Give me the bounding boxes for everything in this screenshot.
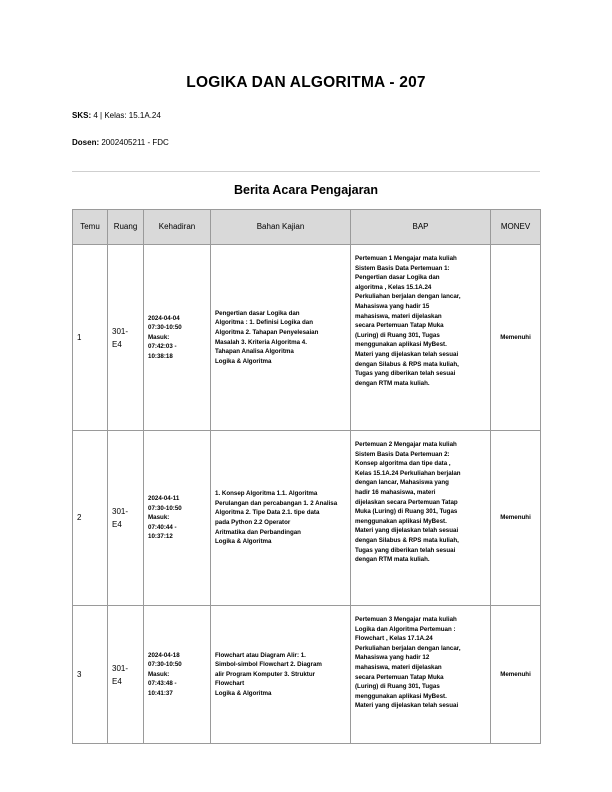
cell-kehadiran-line: 07:43:48 - (148, 680, 177, 688)
cell-bap-line: Tugas yang diberikan telah sesuai (355, 370, 456, 378)
cell-bap-line: Kelas 15.1A.24 Perkuliahan berjalan (355, 469, 461, 477)
cell-kehadiran-line: Masuk: (148, 670, 170, 678)
dosen-value: 2002405211 - FDC (101, 138, 169, 147)
cell-bahan-kajian-line: Masalah 3. Kriteria Algoritma 4. (215, 338, 307, 346)
cell-kehadiran-line: 10:38:18 (148, 352, 173, 360)
cell-bap-line: Perkuliahan berjalan dengan lancar, (355, 644, 461, 652)
cell-bap-line: menggunakan aplikasi MyBest. (355, 692, 447, 700)
table-row (73, 431, 541, 606)
cell-bap (351, 606, 491, 744)
cell-ruang (108, 431, 144, 606)
cell-bahan-kajian-line: pada Python 2.2 Operator (215, 519, 291, 526)
cell-kehadiran-line: 2024-04-11 (148, 495, 180, 503)
berita-acara-table (72, 209, 541, 744)
cell-ruang (108, 606, 144, 744)
cell-bap-line: (Luring) di Ruang 301, Tugas (355, 683, 440, 691)
header-monev: MONEV (491, 210, 541, 245)
cell-bap-line: hadir 16 mahasiswa, materi (355, 488, 436, 496)
cell-ruang-line: E4 (112, 339, 122, 349)
header-temu: Temu (73, 210, 108, 245)
cell-bap-line: mahasiswa, materi dijelaskan (355, 312, 442, 320)
cell-kehadiran-line: 07:30-10:50 (148, 661, 182, 669)
cell-bap-line: menggunakan aplikasi MyBest. (355, 341, 447, 349)
cell-bahan-kajian-line: Algoritma 2. Tipe Data 2.1. tipe data (215, 509, 320, 517)
header-kehadiran: Kehadiran (144, 210, 211, 245)
cell-bap-line: Muka (Luring) di Ruang 301, Tugas (355, 508, 458, 516)
cell-bap-line: Mahasiswa yang hadir 15 (355, 302, 430, 310)
cell-bap-line: dengan lancar, Mahasiswa yang (355, 479, 449, 487)
cell-monev: Memenuhi (491, 245, 541, 431)
cell-bahan-kajian-line: Algoritma 2. Tahapan Penyelesaian (215, 328, 319, 336)
cell-kehadiran-line: Masuk: (148, 514, 170, 522)
cell-bap-line: dengan RTM mata kuliah. (355, 556, 430, 564)
cell-kehadiran-line: 07:30-10:50 (148, 324, 182, 332)
cell-bap-line: Perkuliahan berjalan dengan lancar, (355, 293, 461, 301)
dosen-info (72, 138, 169, 147)
cell-kehadiran-line: 10:41:37 (148, 689, 173, 697)
cell-bap-line: dengan RTM mata kuliah. (355, 379, 430, 387)
cell-kehadiran (144, 606, 211, 744)
cell-ruang-line: 301- (112, 507, 129, 516)
cell-bap-line: dijelaskan secara Pertemuan Tatap (355, 498, 458, 506)
table-header-row (73, 210, 541, 245)
cell-bap-line: Pertemuan 3 Mengajar mata kuliah (355, 616, 457, 623)
table-row (73, 606, 541, 744)
dosen-label: Dosen: (72, 138, 100, 147)
cell-bahan-kajian-line: Logika & Algoritma (215, 538, 272, 546)
cell-ruang-line: 301- (112, 663, 129, 673)
cell-bap-line: Sistem Basis Data Pertemuan 2: (355, 450, 450, 458)
cell-temu: 3 (73, 606, 108, 744)
cell-kehadiran-line: 2024-04-18 (148, 651, 180, 659)
header-ruang: Ruang (108, 210, 144, 245)
cell-bap-line: Materi yang dijelaskan telah sesuai (355, 702, 459, 710)
cell-temu: 1 (73, 245, 108, 431)
cell-bahan-kajian-line: Flowchart (215, 680, 245, 688)
cell-ruang-line: 301- (112, 326, 129, 336)
cell-bahan-kajian-line: Pengertian dasar Logika dan (215, 309, 300, 317)
cell-ruang-line: E4 (112, 520, 122, 529)
cell-bahan-kajian-line: Tahapan Analisa Algoritma (215, 348, 294, 356)
cell-bap-line: menggunakan aplikasi MyBest. (355, 517, 447, 525)
cell-bahan-kajian-line: Perulangan dan percabangan 1. 2 Analisa (215, 499, 338, 507)
cell-bap-line: Mahasiswa yang hadir 12 (355, 654, 430, 662)
cell-bahan-kajian-line: Flowchart atau Diagram Alir: 1. (215, 651, 306, 659)
sks-info (72, 111, 161, 120)
cell-bap-line: secara Pertemuan Tatap Muka (355, 322, 444, 330)
cell-monev: Memenuhi (491, 431, 541, 606)
cell-bap-line: Materi yang dijelaskan telah sesuai (355, 527, 459, 535)
divider (72, 171, 540, 172)
cell-bap-line: Pertemuan 2 Mengajar mata kuliah (355, 441, 457, 448)
cell-bap (351, 431, 491, 606)
cell-kehadiran-line: 07:40:44 - (148, 523, 177, 531)
cell-bap-line: Pengertian dasar Logika dan (355, 274, 440, 282)
cell-bap-line: Logika dan Algoritma Pertemuan : (355, 625, 456, 633)
cell-bahan-kajian-line: Aritmatika dan Perbandingan (215, 528, 301, 536)
cell-bahan-kajian (211, 606, 351, 744)
cell-kehadiran-line: Masuk: (148, 333, 170, 341)
cell-bap-line: algoritma , Kelas 15.1A.24 (355, 283, 432, 291)
cell-bahan-kajian-line: 1. Konsep Algoritma 1.1. Algoritma (215, 490, 318, 498)
cell-bahan-kajian (211, 245, 351, 431)
cell-kehadiran-line: 07:30-10:50 (148, 504, 182, 512)
cell-bap (351, 245, 491, 431)
cell-bap-line: mahasiswa, materi dijelaskan (355, 663, 442, 671)
cell-ruang (108, 245, 144, 431)
header-bap: BAP (351, 210, 491, 245)
cell-bap-line: (Luring) di Ruang 301, Tugas (355, 331, 440, 339)
section-title: Berita Acara Pengajaran (233, 183, 379, 197)
cell-kehadiran-line: 07:42:03 - (148, 343, 177, 351)
cell-bahan-kajian-line: alir Program Komputer 3. Struktur (215, 670, 316, 678)
cell-bap-line: Flowchart , Kelas 17.1A.24 (355, 635, 433, 643)
cell-bap-line: Sistem Basis Data Pertemuan 1: (355, 264, 450, 272)
cell-ruang-line: E4 (112, 676, 122, 686)
cell-kehadiran-line: 10:37:12 (148, 533, 173, 541)
cell-bahan-kajian-line: Algoritma : 1. Definisi Logika dan (215, 319, 313, 327)
cell-bap-line: Materi yang dijelaskan telah sesuai (355, 350, 459, 358)
cell-temu: 2 (73, 431, 108, 606)
cell-bap-line: secara Pertemuan Tatap Muka (355, 673, 444, 681)
cell-monev: Memenuhi (491, 606, 541, 744)
cell-kehadiran (144, 245, 211, 431)
header-bahan-kajian: Bahan Kajian (211, 210, 351, 245)
cell-bap-line: dengan Silabus & RPS mata kuliah, (355, 360, 459, 368)
sks-label: SKS: (72, 111, 92, 120)
cell-bap-line: Pertemuan 1 Mengajar mata kuliah (355, 255, 457, 262)
page-title: LOGIKA DAN ALGORITMA - 207 (186, 74, 426, 91)
cell-bap-line: Konsep algoritma dan tipe data , (355, 460, 451, 468)
cell-bahan-kajian-line: Logika & Algoritma (215, 689, 272, 697)
cell-kehadiran-line: 2024-04-04 (148, 314, 180, 322)
cell-bahan-kajian-line: Simbol-simbol Flowchart 2. Diagram (215, 661, 322, 669)
cell-bap-line: Tugas yang diberikan telah sesuai (355, 546, 456, 554)
cell-bahan-kajian (211, 431, 351, 606)
sks-value: 4 | Kelas: 15.1A.24 (93, 111, 161, 120)
table-row (73, 245, 541, 431)
cell-kehadiran (144, 431, 211, 606)
cell-bahan-kajian-line: Logika & Algoritma (215, 357, 272, 365)
cell-bap-line: dengan Silabus & RPS mata kuliah, (355, 536, 459, 544)
